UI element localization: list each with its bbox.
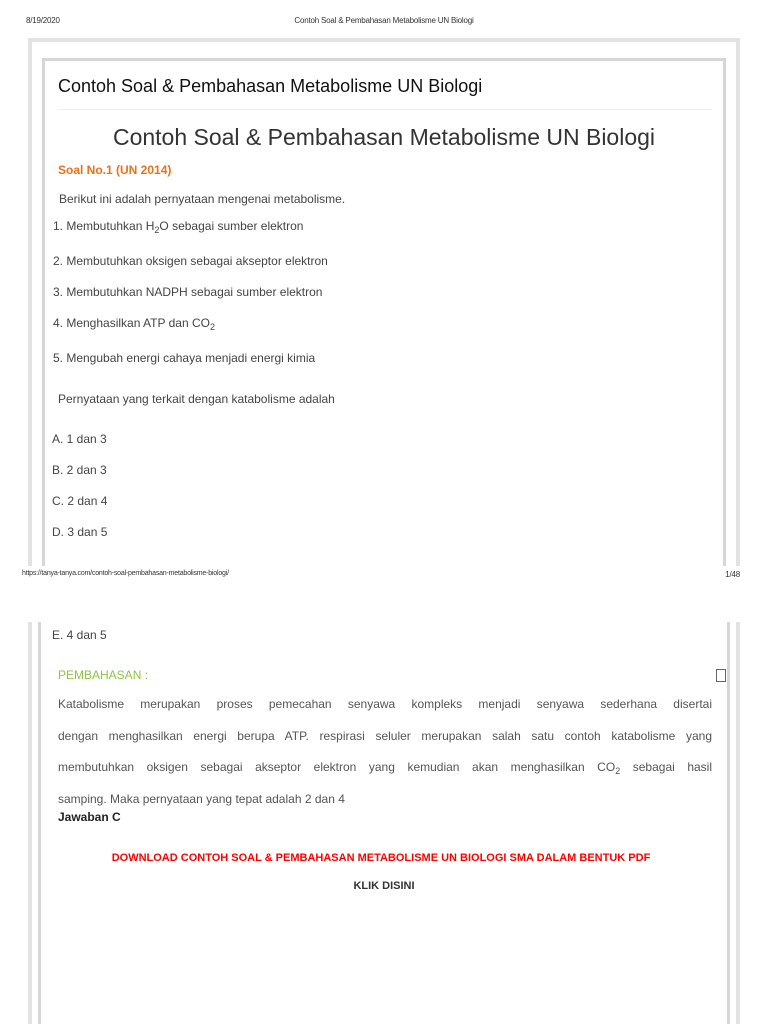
print-url: https://tanya-tanya.com/contoh-soal-pembahasan-metabolisme-biologi/ xyxy=(22,570,229,577)
print-title: Contoh Soal & Pembahasan Metabolisme UN Biologi xyxy=(294,16,474,25)
pembahasan-line-4: samping. Maka pernyataan yang tepat adalah 2 dan 4 xyxy=(58,791,345,806)
soal-heading: Soal No.1 (UN 2014) xyxy=(58,163,172,177)
statement-2: 2. Membutuhkan oksigen sebagai akseptor elektron xyxy=(53,254,328,268)
option-b: B. 2 dan 3 xyxy=(52,463,107,477)
statement-4-subscript: 2 xyxy=(209,322,215,332)
inner-border-left xyxy=(38,622,41,1024)
statement-1-subscript: 2 xyxy=(154,225,160,235)
statement-4 xyxy=(53,316,215,330)
soal-intro: Berikut ini adalah pernyataan mengenai metabolisme. xyxy=(59,192,346,206)
option-d: D. 3 dan 5 xyxy=(52,525,108,539)
pembahasan-line-2: dengan menghasilkan energi berupa ATP. respirasi seluler merupakan salah satu contoh katabolisme yang xyxy=(58,728,712,743)
title-divider xyxy=(58,109,712,110)
pembahasan-line-1: Katabolisme merupakan proses pemecahan senyawa kompleks menjadi senyawa sederhana disertai xyxy=(58,697,712,711)
pembahasan-line-3-subscript: 2 xyxy=(615,766,621,776)
option-c: C. 2 dan 4 xyxy=(52,494,108,508)
square-icon xyxy=(716,669,726,682)
statement-1-text: 1. Membutuhkan H xyxy=(53,219,155,233)
pembahasan-heading: PEMBAHASAN : xyxy=(58,668,149,682)
download-pdf-link[interactable]: DOWNLOAD CONTOH SOAL & PEMBAHASAN METABOLISME UN BIOLOGI SMA DALAM BENTUK PDF xyxy=(111,852,651,864)
answer-text: Jawaban C xyxy=(58,810,121,824)
print-date: 8/19/2020 xyxy=(26,16,60,25)
statement-1 xyxy=(53,219,303,233)
statement-4-text: 4. Menghasilkan ATP dan CO xyxy=(53,316,210,330)
klik-disini-link[interactable]: KLIK DISINI xyxy=(353,880,415,892)
post-title: Contoh Soal & Pembahasan Metabolisme UN Biologi xyxy=(112,124,656,150)
outer-border-left xyxy=(28,622,32,1024)
pembahasan-line-3-text-end: sebagai hasil xyxy=(620,760,713,774)
outer-border-right xyxy=(736,622,740,1024)
pembahasan-line-3-text: membutuhkan oksigen sebagai akseptor elektron yang kemudian akan menghasilkan CO xyxy=(58,760,616,774)
page-frame-2 xyxy=(28,622,740,1024)
page-frame-1 xyxy=(28,38,740,566)
statement-5: 5. Mengubah energi cahaya menjadi energi kimia xyxy=(53,351,316,365)
inner-border-right xyxy=(727,622,730,1024)
pembahasan-line-3 xyxy=(58,752,712,784)
pembahasan-paragraph xyxy=(58,689,712,815)
statement-1-text-end: O sebagai sumber elektron xyxy=(159,219,304,233)
option-e: E. 4 dan 5 xyxy=(52,628,107,642)
statement-3: 3. Membutuhkan NADPH sebagai sumber elektron xyxy=(53,285,323,299)
print-page-number: 1/48 xyxy=(725,570,740,579)
option-a: A. 1 dan 3 xyxy=(52,432,107,446)
soal-question: Pernyataan yang terkait dengan katabolisme adalah xyxy=(58,392,335,406)
blog-title[interactable]: Contoh Soal & Pembahasan Metabolisme UN Biologi xyxy=(58,76,483,96)
